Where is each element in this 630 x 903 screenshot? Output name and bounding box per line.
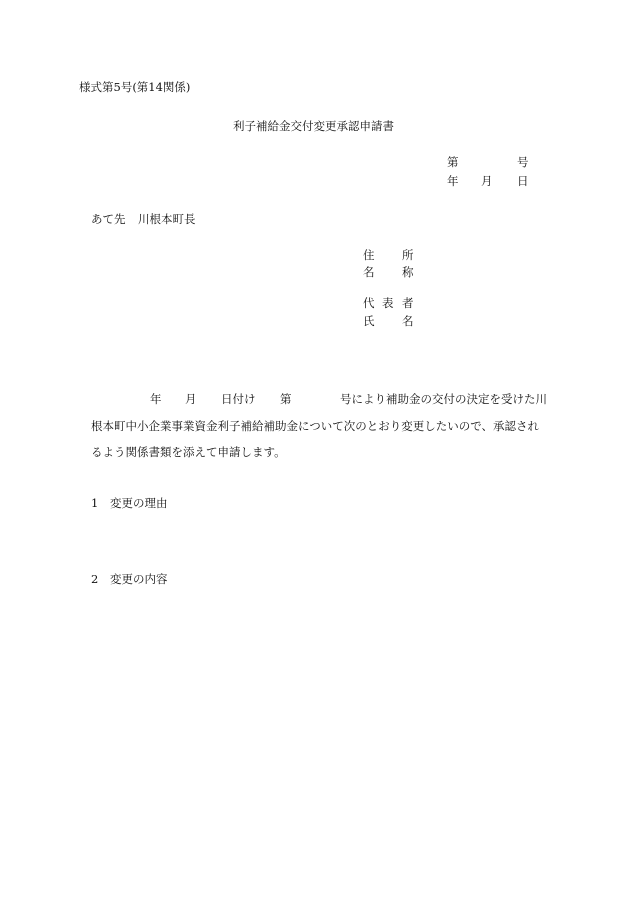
section-title-reason: 変更の理由: [110, 496, 168, 510]
body-paragraph-line3: るよう関係書類を添えて申請します。: [91, 445, 286, 459]
representative-label-part3: 者: [402, 296, 414, 310]
addressee-name: 川根本町長: [138, 212, 196, 226]
company-name-label-part1: 名: [363, 265, 375, 279]
person-name-label-part1: 氏: [363, 314, 375, 328]
body-date-suffix: 日付け: [221, 392, 256, 406]
body-paragraph-line2: 根本町中小企業事業資金利子補給補助金について次のとおり変更したいので、承認され: [91, 419, 540, 433]
body-month: 月: [185, 392, 197, 406]
date-year: 年: [447, 174, 459, 188]
date-month: 月: [481, 174, 493, 188]
section-title-content: 変更の内容: [110, 572, 168, 586]
document-title: 利子補給金交付変更承認申請書: [233, 119, 394, 133]
section-number: 1: [91, 496, 99, 510]
body-year: 年: [150, 392, 162, 406]
body-line1-rest: 号により補助金の交付の決定を受けた川: [340, 392, 547, 406]
company-name-label-part2: 称: [402, 265, 414, 279]
representative-label-part2: 表: [382, 296, 394, 310]
person-name-label-part2: 名: [402, 314, 414, 328]
doc-number-go: 号: [517, 155, 529, 169]
body-dai: 第: [280, 392, 292, 406]
representative-label-part1: 代: [363, 296, 375, 310]
form-number: 様式第5号(第14関係): [79, 80, 191, 94]
address-label-part2: 所: [402, 248, 414, 262]
section-number: 2: [91, 572, 99, 586]
addressee-prefix: あて先: [91, 212, 126, 226]
doc-number-dai: 第: [447, 155, 459, 169]
date-day: 日: [517, 174, 529, 188]
address-label-part1: 住: [363, 248, 375, 262]
